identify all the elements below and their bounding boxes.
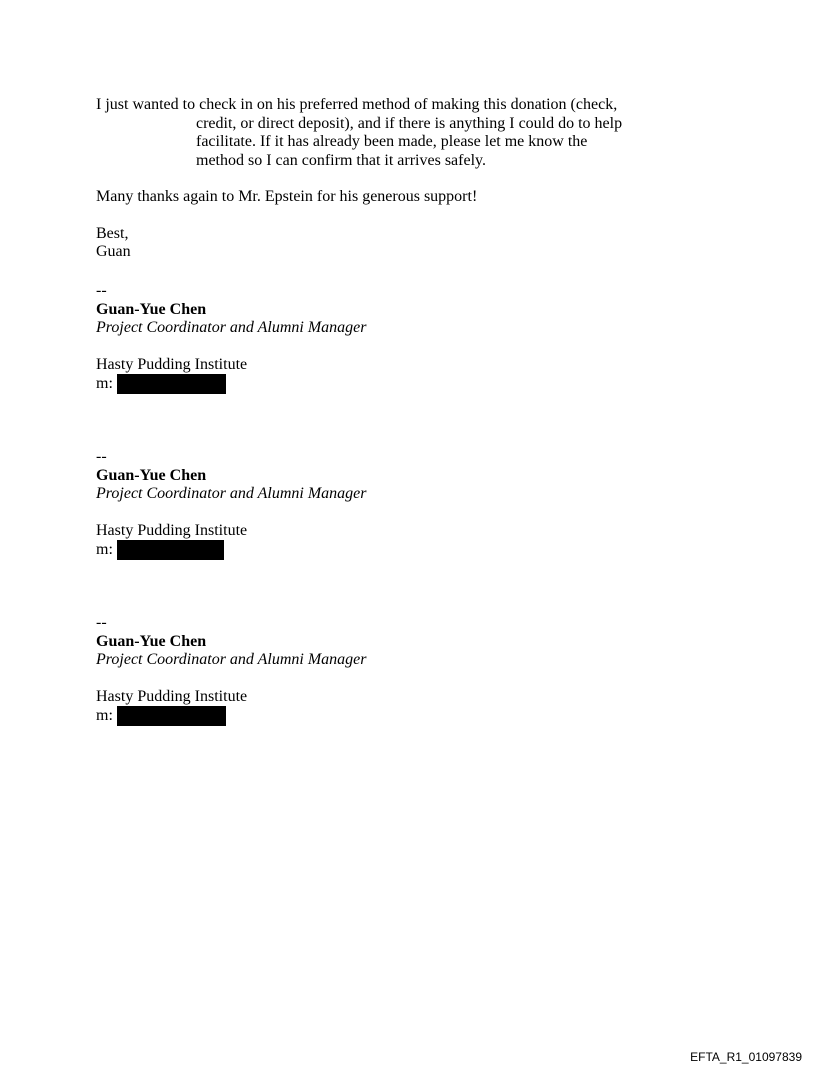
signature-separator: --	[96, 448, 107, 465]
closing-sender: Guan	[96, 243, 131, 260]
redaction-bar	[117, 374, 226, 394]
paragraph-inquiry	[96, 96, 716, 170]
email-body	[96, 96, 716, 262]
redaction-bar	[117, 706, 226, 726]
signature-name: Guan-Yue Chen	[96, 466, 207, 484]
redaction-bar	[117, 540, 224, 560]
closing	[96, 225, 716, 262]
signature-name: Guan-Yue Chen	[96, 300, 207, 318]
signature-phone	[96, 374, 496, 394]
document-id: EFTA_R1_01097839	[690, 1050, 802, 1064]
signature-separator: --	[96, 282, 107, 299]
signature-title: Project Coordinator and Alumni Manager	[96, 485, 367, 502]
signature-block	[96, 282, 496, 394]
paragraph-line: facilitate. If it has already been made, please let me know the	[196, 133, 588, 150]
signature-block	[96, 614, 496, 726]
paragraph-line: I just wanted to check in on his preferred method of making this donation (check,	[96, 96, 618, 113]
phone-label: m:	[96, 375, 113, 392]
signature-title: Project Coordinator and Alumni Manager	[96, 319, 367, 336]
signature-title: Project Coordinator and Alumni Manager	[96, 651, 367, 668]
signature-name: Guan-Yue Chen	[96, 632, 207, 650]
signature-org: Hasty Pudding Institute	[96, 355, 248, 373]
paragraph-thanks: Many thanks again to Mr. Epstein for his generous support!	[96, 188, 478, 205]
signature-phone	[96, 540, 496, 560]
paragraph-line: credit, or direct deposit), and if there is anything I could do to help	[196, 114, 623, 132]
signature-phone	[96, 706, 496, 726]
closing-salutation: Best,	[96, 224, 129, 242]
paragraph-line: method so I can confirm that it arrives safely.	[196, 151, 486, 169]
signature-block	[96, 448, 496, 560]
signature-separator: --	[96, 614, 107, 631]
phone-label: m:	[96, 541, 113, 558]
signature-org: Hasty Pudding Institute	[96, 521, 248, 539]
signature-org: Hasty Pudding Institute	[96, 687, 248, 705]
phone-label: m:	[96, 707, 113, 724]
